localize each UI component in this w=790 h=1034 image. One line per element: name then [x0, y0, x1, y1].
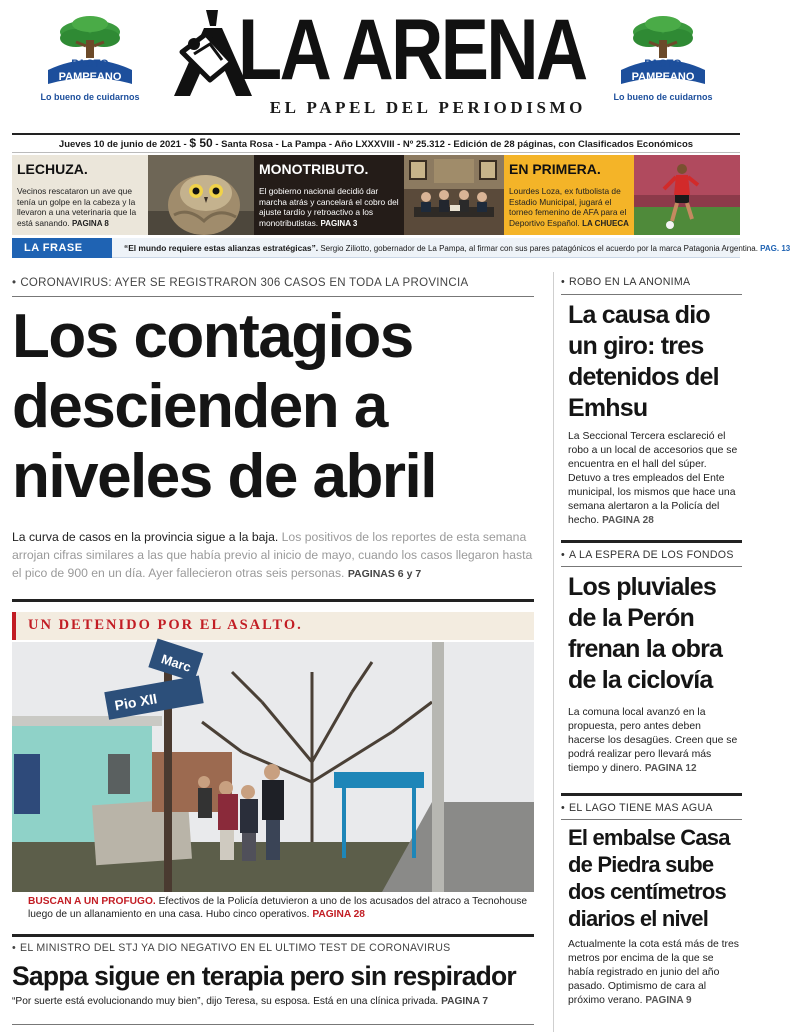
teaser-lechuza[interactable]: [12, 155, 254, 235]
right-kicker-fondos: • A LA ESPERA DE LOS FONDOS: [561, 549, 734, 561]
assault-photo[interactable]: [12, 642, 534, 892]
pacto-bottom-text: PAMPEANO: [58, 71, 122, 83]
divider: [561, 566, 742, 567]
teaser-en-primera[interactable]: [504, 155, 740, 235]
teaser-page: PAGINA 8: [71, 218, 109, 228]
right-page-robo: PAGINA 28: [602, 515, 654, 526]
divider: [561, 793, 742, 796]
owl-photo: [148, 155, 254, 235]
pacto-pampeano-logo-left: [40, 10, 140, 102]
teaser-text: El gobierno nacional decidió dar marcha atrás y cancelará el cobro del ajuste tardío y retroactivo a los monotributistas. PAGINA 3: [259, 186, 399, 228]
right-text-fondos: La comuna local avanzó en la propuesta, pero antes deben hacerse los desagües. Creen que se podrá realizar pero llevará más tiempo y dinero. PAGINA 12: [568, 707, 738, 774]
government-meeting-photo: [404, 155, 504, 235]
tree-icon: [615, 10, 711, 90]
right-page-fondos: PAGINA 12: [644, 763, 697, 774]
divider: [561, 819, 742, 820]
dateline-info: - Santa Rosa - La Pampa - Año LXXXVIII - Nº 25.312 - Edición de 28 páginas, con Clasificados Económicos: [212, 139, 694, 150]
teaser-band: [12, 155, 740, 235]
right-page-lago: PAGINA 9: [645, 995, 692, 1006]
right-headline-lago[interactable]: El embalse Casa de Piedra sube dos centímetros diarios el nivel: [568, 825, 730, 931]
teaser-title: EN PRIMERA.: [509, 161, 601, 177]
right-text-robo: La Seccional Tercera esclareció el robo a un local de accesorios que se encuentra en el hall del súper. Detuvo a tres empleados del Ente municipal, los mismos que hace una semana alertaron a la Policía del hecho. PAGINA 28: [568, 431, 738, 526]
main-kicker: • CORONAVIRUS: AYER SE REGISTRARON 306 CASOS EN TODA LA PROVINCIA: [12, 277, 468, 289]
teaser-text: Vecinos rescataron un ave que tenía un golpe en la cabeza y la llevaron a una veterinaria que la está sanando. PAGINA 8: [17, 186, 137, 228]
divider: [12, 296, 534, 297]
sappa-page: PAGINA 7: [441, 996, 489, 1007]
street-sign-bottom: Pio XII: [113, 690, 159, 714]
teaser-page: LA CHUECA: [582, 218, 629, 228]
teaser-title: MONOTRIBUTO.: [259, 161, 369, 177]
dateline-date: Jueves 10 de junio de 2021 -: [58, 139, 190, 150]
assault-band-title: UN DETENIDO POR EL ASALTO.: [28, 617, 303, 633]
masthead-title: LA ARENA: [238, 2, 586, 98]
main-headline[interactable]: Los contagios descienden a niveles de abril: [12, 302, 436, 511]
divider: [12, 934, 534, 937]
sappa-kicker: • EL MINISTRO DEL STJ YA DIO NEGATIVO EN EL ULTIMO TEST DE CORONAVIRUS: [12, 942, 451, 954]
assault-band: [12, 612, 534, 640]
teaser-text: Lourdes Loza, ex futbolista de Estadio Municipal, jugará el torneo femenino de AFA para el Deportivo Español. LA CHUECA: [509, 186, 629, 228]
sappa-deck: “Por suerte está evolucionando muy bien”, dijo Teresa, su esposa. Está en una clínica privada. PAGINA 7: [12, 996, 489, 1007]
pacto-slogan: Lo bueno de cuidarnos: [613, 92, 713, 102]
main-page: PAGINAS 6 y 7: [347, 568, 422, 580]
street-sign-top: Marc: [159, 651, 193, 675]
right-kicker-lago: • EL LAGO TIENE MAS AGUA: [561, 802, 713, 814]
pacto-slogan: Lo bueno de cuidarnos: [40, 92, 140, 102]
footballer-photo: [634, 155, 740, 235]
column-divider: [553, 272, 554, 1032]
tree-icon: [42, 10, 138, 90]
pacto-top-text: PACTO: [71, 58, 109, 70]
divider: [12, 1024, 534, 1025]
sappa-headline[interactable]: Sappa sigue en terapia pero sin respirador: [12, 961, 516, 991]
teaser-page: PAGINA 3: [320, 218, 358, 228]
main-deck: La curva de casos en la provincia sigue a la baja. Los positivos de los reportes de esta semana arrojan cifras similares a las que había previo al inicio de mayo, cuando los casos llegaron hasta el pico de 900 en un día. Ayer fallecieron otras seis personas. PAGINAS 6 y 7: [12, 530, 533, 580]
divider: [561, 540, 742, 543]
la-frase-page: PAG. 13: [760, 244, 790, 253]
teaser-monotributo[interactable]: [254, 155, 504, 235]
la-frase-bar: [12, 238, 790, 258]
right-text-lago: Actualmente la cota está más de tres metros por encima de la que se había registrado en junio del año pasado. Optimismo de cara al próximo verano. PAGINA 9: [568, 939, 739, 1006]
masthead: [0, 0, 750, 132]
right-kicker-robo: • ROBO EN LA ANONIMA: [561, 276, 690, 288]
right-headline-robo[interactable]: La causa dio un giro: tres detenidos del Emhsu: [568, 301, 719, 422]
pacto-top-text: PACTO: [644, 58, 682, 70]
la-frase-tag: LA FRASE: [12, 238, 112, 258]
pacto-pampeano-logo-right: [613, 10, 713, 102]
assault-page: PAGINA 28: [312, 909, 365, 921]
right-headline-fondos[interactable]: Los pluviales de la Perón frenan la obra de la ciclovía: [568, 573, 723, 694]
masthead-subtitle: EL PAPEL DEL PERIODISMO: [269, 98, 586, 117]
divider: [12, 599, 534, 602]
dateline: [12, 133, 740, 153]
divider: [561, 294, 742, 295]
la-frase-quote: “El mundo requiere estas alianzas estratégicas”. Sergio Ziliotto, gobernador de La Pampa, al firmar con sus pares patagónicos el acuerdo por la marca Patagonia Argentina. PAG. 13: [124, 243, 790, 253]
pacto-bottom-text: PAMPEANO: [631, 71, 695, 83]
assault-caption: BUSCAN A UN PROFUGO. Efectivos de la Policía detuvieron a uno de los acusados del atraco a Tecnohouse luego de un allanamiento en una casa. Hubo cinco operativos. PAGINA 28: [28, 896, 528, 921]
dateline-price: $ 50: [189, 136, 213, 150]
teaser-title: LECHUZA.: [17, 161, 88, 177]
